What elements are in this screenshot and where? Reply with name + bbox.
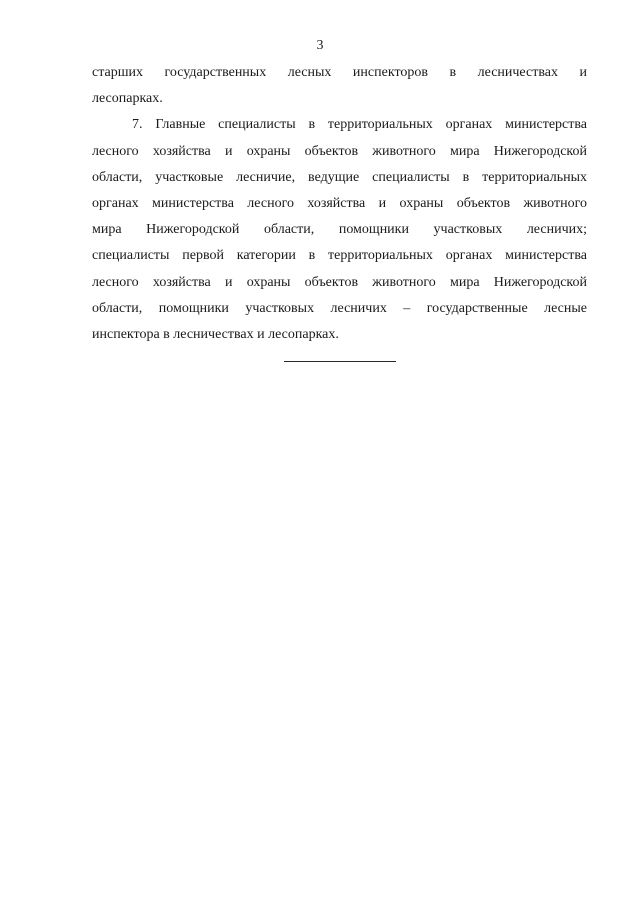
page-number: 3: [316, 38, 324, 53]
document-body: [92, 60, 587, 348]
text-line: области, участковые лесничие, ведущие специалисты в территориальных: [92, 169, 587, 185]
text-line: органах министерства лесного хозяйства и охраны объектов животного: [92, 196, 587, 212]
text-line: специалисты первой категории в территориальных органах министерства: [92, 248, 587, 264]
text-line: лесного хозяйства и охраны объектов животного мира Нижегородской: [92, 274, 587, 290]
end-separator-line: [284, 361, 396, 362]
text-line: лесного хозяйства и охраны объектов животного мира Нижегородской: [92, 143, 587, 159]
text-line: лесопарках.: [92, 91, 163, 107]
continuation-paragraph: [92, 60, 587, 112]
text-line: инспектора в лесничествах и лесопарках.: [92, 327, 339, 343]
text-line: мира Нижегородской области, помощники участковых лесничих;: [92, 222, 587, 238]
text-line: области, помощники участковых лесничих – государственные лесные: [92, 300, 587, 316]
item-7-paragraph: [92, 112, 587, 348]
text-line: старших государственных лесных инспекторов в лесничествах и: [92, 65, 587, 80]
text-line: 7. Главные специалисты в территориальных органах министерства: [132, 117, 587, 133]
